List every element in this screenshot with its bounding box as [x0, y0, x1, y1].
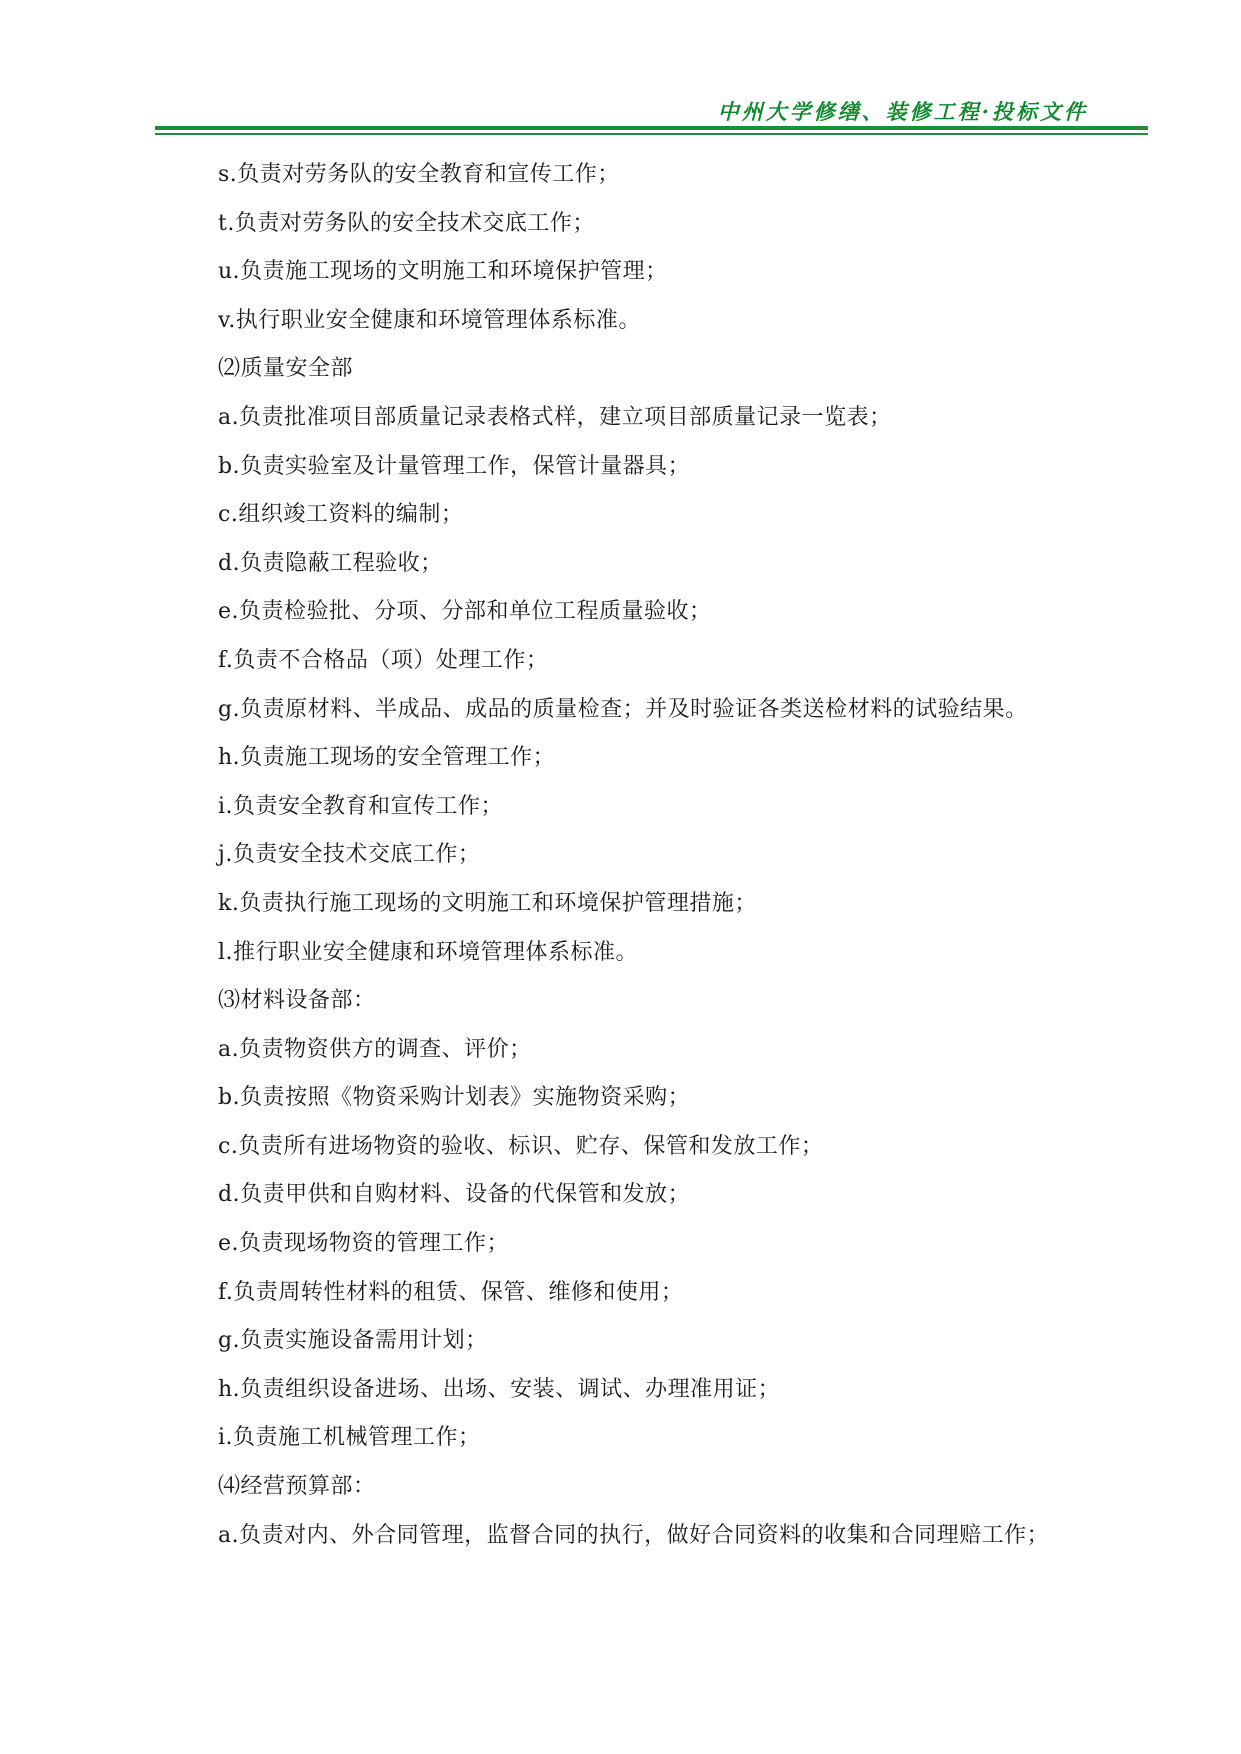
- text-line: a.负责对内、外合同管理，监督合同的执行，做好合同资料的收集和合同理赔工作；: [218, 1522, 1050, 1548]
- text-line: b.负责实验室及计量管理工作，保管计量器具；: [218, 453, 691, 479]
- text-line: k.负责执行施工现场的文明施工和环境保护管理措施；: [218, 890, 757, 916]
- text-line: a.负责批准项目部质量记录表格式样，建立项目部质量记录一览表；: [218, 404, 892, 430]
- section-heading: ⑶材料设备部：: [218, 988, 376, 1014]
- text-line: e.负责现场物资的管理工作；: [218, 1231, 510, 1257]
- text-line: b.负责按照《物资采购计划表》实施物资采购；: [218, 1085, 691, 1111]
- text-line: i.负责安全教育和宣传工作；: [218, 793, 504, 819]
- text-line: c.组织竣工资料的编制；: [218, 502, 464, 528]
- text-line: d.负责甲供和自购材料、设备的代保管和发放；: [218, 1182, 691, 1208]
- text-line: f.负责周转性材料的租赁、保管、维修和使用；: [218, 1279, 684, 1305]
- header-title: 中州大学修缮、装修工程·投标文件: [717, 99, 1088, 124]
- text-line: g.负责原材料、半成品、成品的质量检查；并及时验证各类送检材料的试验结果。: [218, 696, 1028, 722]
- header-rule-thin: [155, 133, 1148, 135]
- text-line: g.负责实施设备需用计划；: [218, 1328, 488, 1354]
- document-body: [218, 156, 1138, 1565]
- section-heading: ⑵质量安全部: [218, 356, 354, 382]
- page-header: [155, 96, 1148, 136]
- text-line: h.负责施工现场的安全管理工作；: [218, 745, 556, 771]
- text-line: h.负责组织设备进场、出场、安装、调试、办理准用证；: [218, 1376, 781, 1402]
- header-rule-thick: [155, 126, 1148, 130]
- text-line: c.负责所有进场物资的验收、标识、贮存、保管和发放工作；: [218, 1133, 824, 1159]
- text-line: u.负责施工现场的文明施工和环境保护管理；: [218, 259, 668, 285]
- text-line: d.负责隐蔽工程验收；: [218, 550, 443, 576]
- text-line: l.推行职业安全健康和环境管理体系标准。: [218, 939, 639, 965]
- text-line: j.负责安全技术交底工作；: [218, 842, 481, 868]
- text-line: t.负责对劳务队的安全技术交底工作；: [218, 210, 595, 236]
- section-heading: ⑷经营预算部：: [218, 1474, 376, 1500]
- text-line: a.负责物资供方的调查、评价；: [218, 1036, 532, 1062]
- text-line: f.负责不合格品（项）处理工作；: [218, 647, 549, 673]
- text-line: v.执行职业安全健康和环境管理体系标准。: [218, 307, 641, 333]
- text-line: i.负责施工机械管理工作；: [218, 1425, 481, 1451]
- text-line: s.负责对劳务队的安全教育和宣传工作；: [218, 162, 620, 187]
- text-line: e.负责检验批、分项、分部和单位工程质量验收；: [218, 599, 712, 625]
